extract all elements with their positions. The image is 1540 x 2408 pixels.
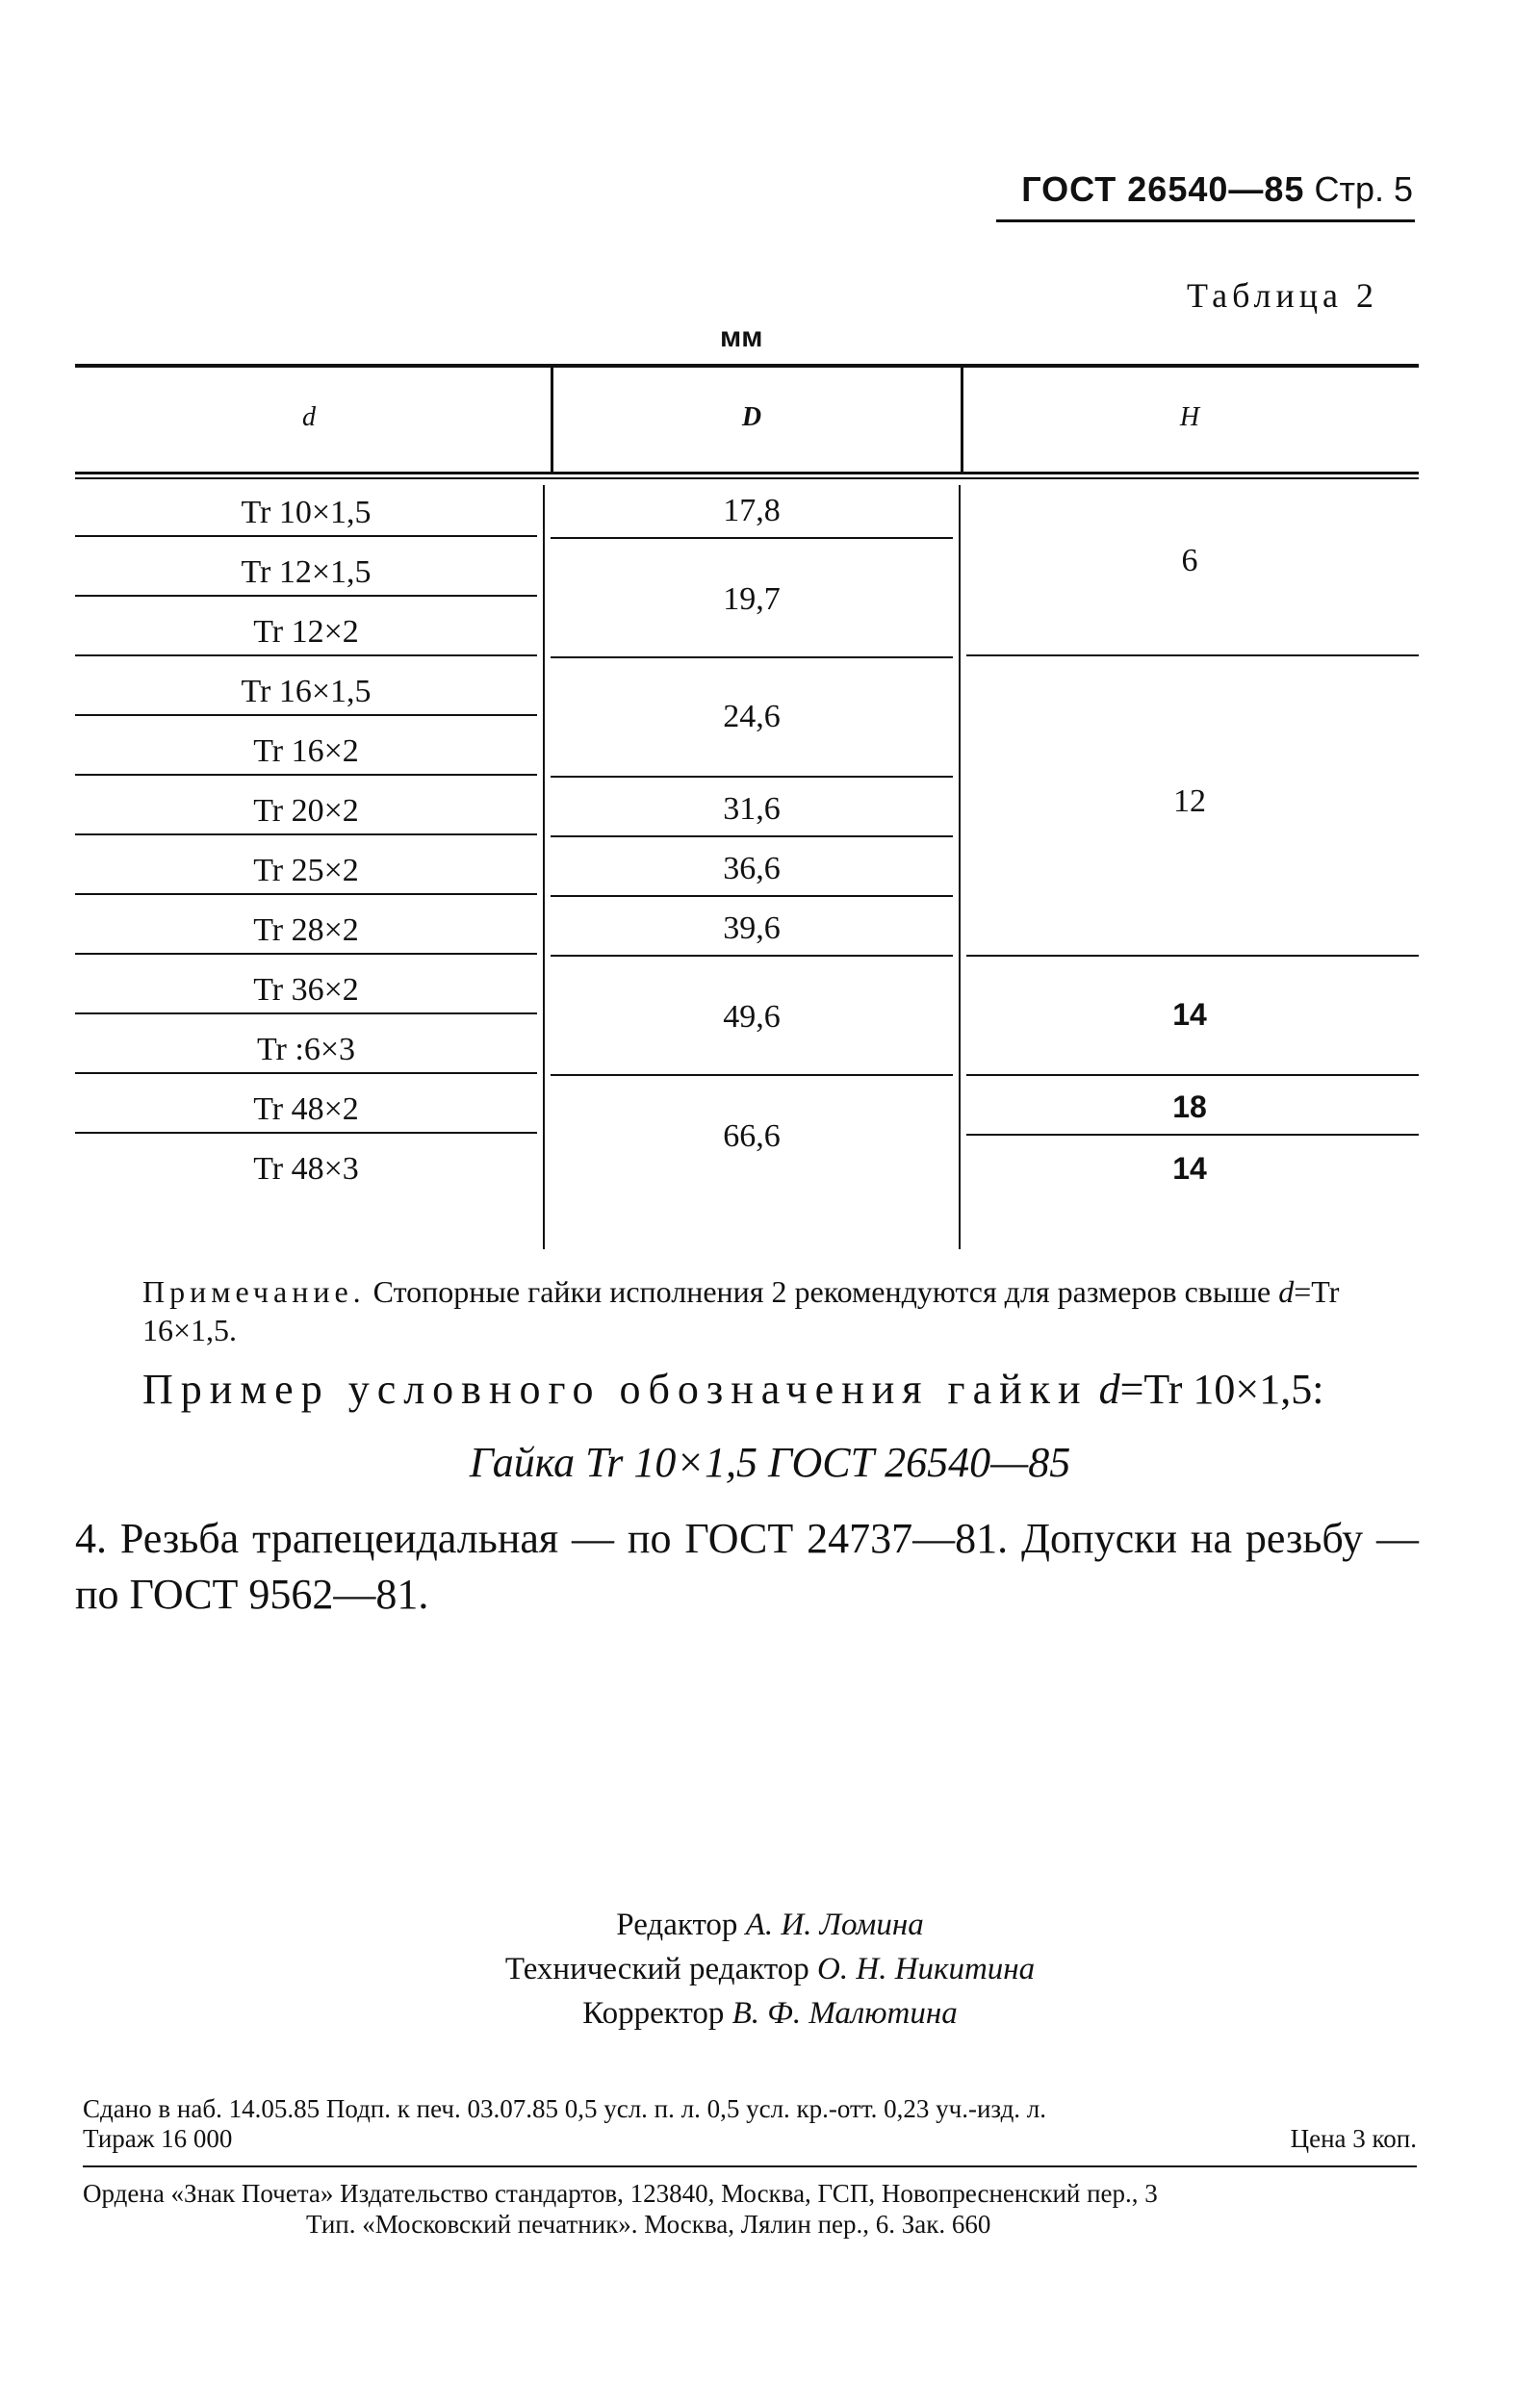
d-cell: Tr 12×1,5 (241, 554, 372, 590)
imprint-run: Тираж 16 000 (83, 2124, 233, 2153)
d-cell: Tr 48×2 (253, 1091, 359, 1127)
H-cell: 6 (1181, 543, 1198, 578)
imprint-line-2 (83, 2124, 1417, 2154)
row-rule (551, 776, 953, 778)
header-bottom-rule-2 (75, 477, 1419, 479)
note-label: Примечание. (142, 1274, 366, 1309)
row-rule (551, 1074, 953, 1076)
row-rule (75, 1012, 537, 1014)
d-cell: Tr 16×2 (253, 733, 359, 769)
row-rule (75, 1132, 537, 1134)
dimensions-table (75, 364, 1419, 1249)
col-header-H: H (1179, 402, 1200, 432)
credit-role: Редактор (616, 1908, 738, 1942)
D-cell: 66,6 (723, 1118, 781, 1154)
page-header (1021, 169, 1413, 210)
imprint-dates: Сдано в наб. 14.05.85 Подп. к печ. 03.07.85 0,5 усл. п. л. 0,5 усл. кр.-отт. 0,23 уч.-изд. л. (83, 2094, 1047, 2123)
credit-name: О. Н. Никитина (817, 1952, 1036, 1986)
credit-name: А. И. Ломина (745, 1908, 924, 1942)
D-cell: 31,6 (723, 791, 781, 827)
D-cell: 49,6 (723, 999, 781, 1035)
credit-proofreader (0, 1996, 1540, 2032)
row-rule (75, 953, 537, 955)
row-rule (551, 537, 953, 539)
clause-4: 4. Резьба трапецеидальная — по ГОСТ 24737—81. Допуски на резьбу — по ГОСТ 9562—81. (75, 1515, 1419, 1618)
d-cell: Tr 10×1,5 (241, 495, 372, 530)
row-rule (551, 656, 953, 658)
column-divider (959, 485, 961, 1249)
credit-role: Корректор (582, 1996, 725, 2031)
table-note (142, 1272, 1413, 1349)
col-header-d: d (302, 402, 316, 432)
standard-number: ГОСТ 26540—85 (1021, 169, 1305, 209)
d-cell: Tr 12×2 (253, 614, 359, 650)
d-cell: Tr :6×3 (256, 1032, 356, 1067)
example-designation: Гайка Tr 10×1,5 ГОСТ 26540—85 (469, 1439, 1071, 1486)
credit-tech-editor (0, 1952, 1540, 1987)
note-var: d (1278, 1274, 1295, 1309)
row-rule (75, 893, 537, 895)
imprint-line-1 (83, 2094, 1417, 2124)
table-top-rule (75, 364, 1419, 368)
row-rule (75, 833, 537, 835)
credit-name: В. Ф. Малютина (732, 1996, 958, 2031)
row-rule (551, 835, 953, 837)
H-cell: 14 (1172, 1151, 1207, 1186)
d-cell: Tr 28×2 (253, 912, 359, 948)
row-rule (966, 1134, 1419, 1136)
designation-example (142, 1365, 1323, 1414)
header-rule (996, 219, 1415, 222)
d-cell: Tr 36×2 (253, 972, 359, 1008)
units-label: мм (720, 321, 763, 353)
row-rule (966, 654, 1419, 656)
imprint-printer: Тип. «Московский печатник». Москва, Лялин пер., 6. Зак. 660 (306, 2210, 991, 2239)
imprint-publisher: Ордена «Знак Почета» Издательство стандартов, 123840, Москва, ГСП, Новопресненский пер., 3 (83, 2179, 1158, 2208)
row-rule (966, 955, 1419, 957)
D-cell: 24,6 (723, 699, 781, 734)
example-var: d (1098, 1366, 1120, 1413)
header-bottom-rule (75, 472, 1419, 474)
D-cell: 19,7 (723, 581, 781, 617)
row-rule (75, 714, 537, 716)
col-header-D: D (741, 402, 762, 432)
imprint-rule (83, 2165, 1417, 2167)
d-cell: Tr 25×2 (253, 853, 359, 888)
row-rule (75, 774, 537, 776)
row-rule (551, 895, 953, 897)
row-rule (75, 535, 537, 537)
credit-role: Технический редактор (504, 1952, 809, 1986)
example-label: Пример условного обозначения гайки (142, 1366, 1089, 1413)
page-number: Стр. 5 (1314, 169, 1413, 209)
d-cell: Tr 16×1,5 (241, 674, 372, 709)
row-rule (75, 654, 537, 656)
row-rule (75, 1072, 537, 1074)
example-value: =Tr 10×1,5: (1119, 1366, 1324, 1413)
row-rule (75, 595, 537, 597)
H-cell: 14 (1172, 997, 1207, 1032)
credit-editor (0, 1908, 1540, 1943)
H-cell: 18 (1172, 1089, 1207, 1124)
D-cell: 17,8 (723, 493, 781, 528)
imprint-price: Цена 3 коп. (1290, 2124, 1417, 2153)
D-cell: 39,6 (723, 910, 781, 946)
d-cell: Tr 48×3 (253, 1151, 359, 1187)
d-cell: Tr 20×2 (253, 793, 359, 829)
table-caption: Таблица 2 (1187, 276, 1378, 315)
H-cell: 12 (1173, 783, 1206, 819)
row-rule (966, 1074, 1419, 1076)
note-value: =Tr 16×1,5. (142, 1274, 1340, 1347)
D-cell: 36,6 (723, 851, 781, 886)
note-text: Стопорные гайки исполнения 2 рекомендуются для размеров свыше (365, 1274, 1279, 1309)
row-rule (551, 955, 953, 957)
